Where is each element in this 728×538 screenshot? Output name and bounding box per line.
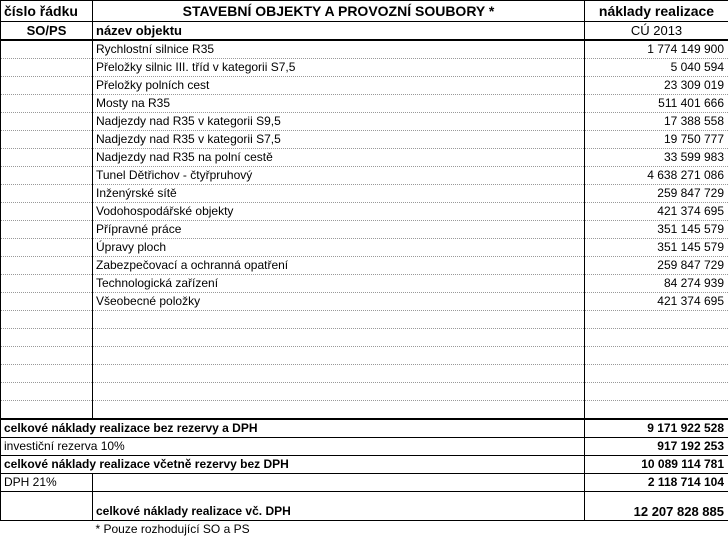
object-cost: 511 401 666 <box>585 95 728 113</box>
header-row <box>1 1 728 22</box>
items-body <box>1 40 728 311</box>
row-number-cell <box>1 95 93 113</box>
grand-total-value: 12 207 828 885 <box>585 492 728 521</box>
object-name: Nadjezdy nad R35 na polní cestě <box>93 149 585 167</box>
subheader-price-level: CÚ 2013 <box>585 22 728 41</box>
table-row <box>1 203 728 221</box>
object-name: Úpravy ploch <box>93 239 585 257</box>
row-number-cell <box>1 149 93 167</box>
object-name: Technologická zařízení <box>93 275 585 293</box>
empty-row <box>1 311 728 329</box>
table-row <box>1 149 728 167</box>
row-number-cell <box>1 40 93 59</box>
row-number-cell <box>1 203 93 221</box>
object-name: Přeložky polních cest <box>93 77 585 95</box>
object-name: Přípravné práce <box>93 221 585 239</box>
object-cost: 17 388 558 <box>585 113 728 131</box>
row-number-cell <box>1 77 93 95</box>
table-row <box>1 239 728 257</box>
object-cost: 351 145 579 <box>585 239 728 257</box>
reserve-row <box>1 438 728 456</box>
total-with-reserve-label: celkové náklady realizace včetně rezervy bez DPH <box>1 456 585 474</box>
object-cost: 259 847 729 <box>585 257 728 275</box>
row-number-cell <box>1 275 93 293</box>
table-row <box>1 95 728 113</box>
table-row <box>1 293 728 311</box>
object-name: Nadjezdy nad R35 v kategorii S7,5 <box>93 131 585 149</box>
grand-total-label: celkové náklady realizace vč. DPH <box>93 492 585 521</box>
table-row <box>1 77 728 95</box>
reserve-label: investiční rezerva 10% <box>1 438 585 456</box>
object-cost: 421 374 695 <box>585 293 728 311</box>
table-row <box>1 40 728 59</box>
object-cost: 259 847 729 <box>585 185 728 203</box>
total-no-reserve-label: celkové náklady realizace bez rezervy a DPH <box>1 419 585 438</box>
object-name: Mosty na R35 <box>93 95 585 113</box>
header-objects: STAVEBNÍ OBJEKTY A PROVOZNÍ SOUBORY * <box>93 1 585 22</box>
reserve-value: 917 192 253 <box>585 438 728 456</box>
table-row <box>1 59 728 77</box>
object-name: Tunel Dětřichov - čtyřpruhový <box>93 167 585 185</box>
header-row-number: číslo řádku <box>1 1 93 22</box>
subheader-row <box>1 22 728 41</box>
empty-row <box>1 329 728 347</box>
object-name: Zabezpečovací a ochranná opatření <box>93 257 585 275</box>
object-cost: 5 040 594 <box>585 59 728 77</box>
object-cost: 33 599 983 <box>585 149 728 167</box>
row-number-cell <box>1 257 93 275</box>
total-no-reserve-row <box>1 419 728 438</box>
table-row <box>1 221 728 239</box>
empty-row <box>1 383 728 401</box>
row-number-cell <box>1 185 93 203</box>
subheader-object-name: název objektu <box>93 22 585 41</box>
object-name: Nadjezdy nad R35 v kategorii S9,5 <box>93 113 585 131</box>
vat-label: DPH 21% <box>1 474 93 492</box>
object-cost: 84 274 939 <box>585 275 728 293</box>
row-number-cell <box>1 239 93 257</box>
total-no-reserve-value: 9 171 922 528 <box>585 419 728 438</box>
table-row <box>1 257 728 275</box>
vat-row <box>1 474 728 492</box>
vat-value: 2 118 714 104 <box>585 474 728 492</box>
row-number-cell <box>1 113 93 131</box>
empty-row <box>1 347 728 365</box>
object-cost: 1 774 149 900 <box>585 40 728 59</box>
row-number-cell <box>1 59 93 77</box>
table-row <box>1 113 728 131</box>
object-name: Všeobecné položky <box>93 293 585 311</box>
subheader-so-ps: SO/PS <box>1 22 93 41</box>
object-cost: 19 750 777 <box>585 131 728 149</box>
object-cost: 4 638 271 086 <box>585 167 728 185</box>
object-name: Přeložky silnic III. tříd v kategorii S7,5 <box>93 59 585 77</box>
row-number-cell <box>1 167 93 185</box>
header-costs: náklady realizace <box>585 1 728 22</box>
row-number-cell <box>1 131 93 149</box>
footnote: * Pouze rozhodující SO a PS <box>93 521 585 538</box>
empty-row <box>1 401 728 420</box>
object-cost: 351 145 579 <box>585 221 728 239</box>
object-name: Inženýrské sítě <box>93 185 585 203</box>
total-with-reserve-value: 10 089 114 781 <box>585 456 728 474</box>
object-name: Vodohospodářské objekty <box>93 203 585 221</box>
row-number-cell <box>1 293 93 311</box>
object-name: Rychlostní silnice R35 <box>93 40 585 59</box>
table-row <box>1 275 728 293</box>
table-row <box>1 131 728 149</box>
table-row <box>1 167 728 185</box>
object-cost: 421 374 695 <box>585 203 728 221</box>
total-with-reserve-row <box>1 456 728 474</box>
empty-row <box>1 365 728 383</box>
footnote-row <box>1 521 728 538</box>
table-row <box>1 185 728 203</box>
row-number-cell <box>1 221 93 239</box>
object-cost: 23 309 019 <box>585 77 728 95</box>
